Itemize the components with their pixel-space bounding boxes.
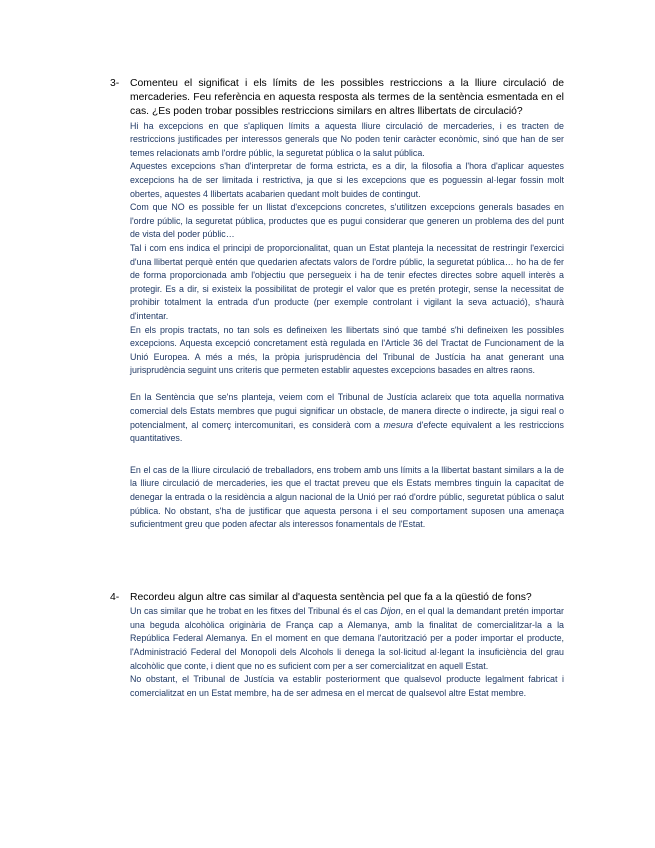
answer-3-p6-end: d'efecte equivalent a les restriccions quantitatives. [130, 419, 564, 444]
answer-4-p1-end: , en el qual la demandant pretén importar una beguda alcohòlica originària de França cap a Alemanya, amb la finalitat de comercialitzar-la a la República Federal Alemanya. En el moment en que demana l'autorització per a poder importar el producte, l'Administració Federal del Monopoli dels Alcohols li denega la sol·licitud al·legant la insuficiència del grau alcohòlic que conte, i dient que no es suficient com per a ser comercialitzat en aquell Estat. [130, 606, 564, 671]
answer-3-p6-emphasis: mesura [383, 419, 414, 430]
answer-3-paragraph-7: En el cas de la lliure circulació de treballadors, ens trobem amb uns límits a la llibertat bastant similars a la de la lliure circulació de mercaderies, ies que el tractat preveu que els Estats membres tinguin la capacitat de denegar la entrada o la residència a algun nacional de la Unió per raó d'ordre públic, seguretat pública o salut pública. No obstant, s'ha de justificar que aquesta persona i el seu comportament suposen una amenaça suficientment greu que poden afectar als interessos fonamentals de l'Estat. [130, 464, 564, 530]
question-4-block [112, 591, 564, 700]
answer-4-paragraph-1 [130, 605, 564, 673]
answer-3-paragraph-6 [130, 391, 564, 445]
question-4-number: 4- [110, 592, 120, 603]
question-3-number: 3- [110, 78, 120, 89]
answer-4 [130, 605, 564, 700]
answer-3-p6-start: En la Sentència que se'ns planteja, veiem com el Tribunal de Justícia aclareix que tota aquella normativa comercial dels Estats membres que pugui significar un obstacle, de manera directe o indirecte, ja sigui real o potencialment, al comerç intercomunitari, es considerà com a [130, 392, 564, 430]
answer-4-p1-emphasis: Dijon [380, 606, 401, 617]
answer-3-paragraph-1: Hi ha excepcions en que s'apliquen límits a aquesta lliure circulació de mercaderies, i es tracten de restriccions justificades per interessos generals que No poden tenir caràcter econòmic, sinó que han de ser temes relacionats amb l'ordre públic, la seguretat pública o la salut pública. [130, 120, 564, 158]
answer-3 [130, 120, 564, 532]
answer-3-paragraph-2: Aquestes excepcions s'han d'interpretar de forma estricta, es a dir, la filosofia a l'hora d'aplicar aquestes excepcions ha de ser limitada i restrictiva, ja que si les excepcions que es poguessin al·legar fossin molt obertes, aquestes 4 llibertats acabarien quedant molt buides de contingut. [130, 161, 564, 199]
question-4-text: Recordeu algun altre cas similar al d'aquesta sentència pel que fa a la qüestió de fons? [130, 592, 532, 603]
answer-3-paragraph-3: Com que NO es possible fer un llistat d'excepcions concretes, s'utilitzen excepcions generals basades en l'ordre públic, la seguretat pública, productes que es pugui considerar que generen un problema des del punt de vista del poder públic… [130, 202, 564, 240]
answer-4-paragraph-2: No obstant, el Tribunal de Justícia va establir posteriorment que qualsevol producte legalment fabricat i comercialitzat en un Estat membre, ha de ser admesa en el mercat de qualsevol altre Estat membre. [130, 674, 564, 698]
answer-3-paragraph-4: Tal i com ens indica el principi de proporcionalitat, quan un Estat planteja la necessitat de restringir l'exercici d'una llibertat perquè entén que quedarien afectats valors de l'ordre públic, la seguretat pública… ho ha de fer de forma proporcionada amb l'objectiu que persegueix i ha de tenir efectes directes sobre aquell interès a protegir. Es a dir, si existeix la possibilitat de protegir el valor que es pretén protegir, sense la necessitat de prohibir totalment la entrada d'un producte (per exemple controlant i vigilant la seva actuació), s'haurà d'intentar. [130, 242, 564, 321]
question-3-block [112, 77, 564, 532]
answer-4-p1-start: Un cas similar que he trobat en les fitxes del Tribunal és el cas [130, 606, 381, 617]
answer-3-paragraph-5: En els propis tractats, no tan sols es defineixen les llibertats sinó que també s'hi defineixen les possibles excepcions. Aquesta excepció concretament està regulada en l'Article 36 del Tractat de Funcionament de la Unió Europea. A més a més, la pròpia jurisprudència del Tribunal de Justícia ha anat generant una jurisprudència seguint uns criteris que permeten establir aquestes excepcions basades en altres raons. [130, 324, 564, 376]
question-3-text: Comenteu el significat i els límits de les possibles restriccions a la lliure circulació de mercaderies. Feu referència en aquesta resposta als termes de la sentència esmentada en el cas. ¿Es poden trobar possibles restriccions similars en altres llibertats de circulació? [130, 78, 564, 118]
